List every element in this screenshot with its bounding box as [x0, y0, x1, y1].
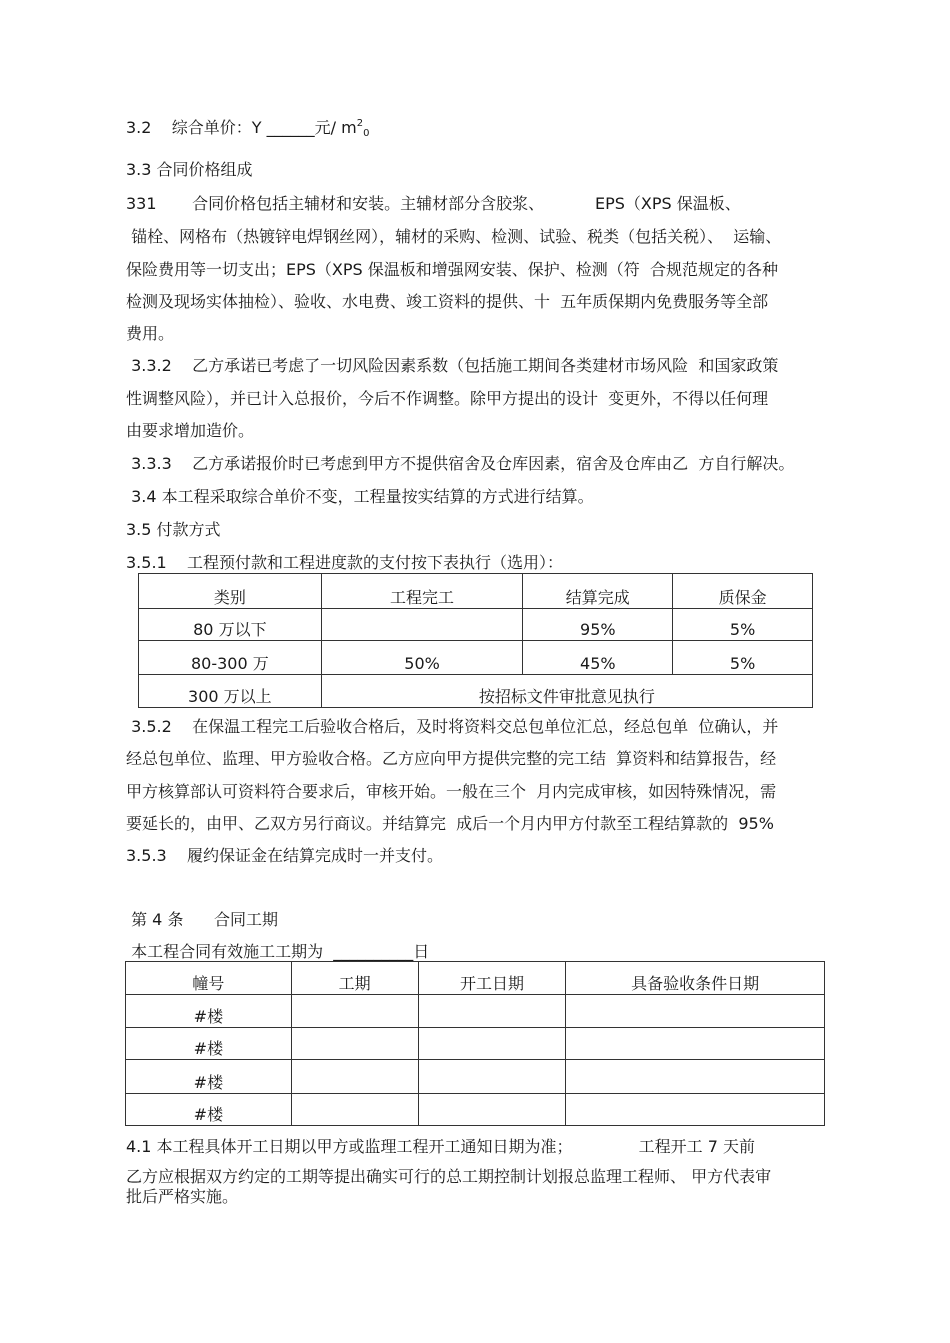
table-row	[126, 1060, 825, 1094]
table-row	[126, 1094, 825, 1126]
para-3-3-1-line4: 检测及现场实体抽检）、验收、水电费、竣工资料的提供、十 五年质保期内免费服务等全部	[126, 292, 769, 311]
table-cell	[566, 1094, 825, 1126]
table-cell	[321, 609, 523, 641]
para-3-3-2-line1: 3.3.2 乙方承诺已考虑了一切风险因素系数（包括施工期间各类建材市场风险 和国家政策	[126, 356, 779, 375]
section-3-5-heading: 3.5 付款方式	[126, 520, 221, 539]
table-row	[126, 1028, 825, 1060]
table-cell: 50%	[321, 641, 523, 675]
table-cell: #楼	[126, 1060, 292, 1094]
para-4-1-line3: 批后严格实施。	[126, 1187, 239, 1206]
payment-table	[138, 573, 813, 708]
table-row	[139, 641, 813, 675]
payment-header-retention: 质保金	[673, 574, 813, 609]
table-cell-merged: 按招标文件审批意见执行	[321, 675, 812, 708]
table-cell	[291, 1094, 418, 1126]
table-cell	[418, 1094, 566, 1126]
para-3-5-1: 3.5.1 工程预付款和工程进度款的支付按下表执行（选用）：	[126, 553, 564, 572]
period-header-start-date: 开工日期	[418, 962, 566, 995]
period-header-acceptance-date: 具备验收条件日期	[566, 962, 825, 995]
table-cell: 45%	[523, 641, 673, 675]
para-3-3-3: 3.3.3 乙方承诺报价时已考虑到甲方不提供宿舍及仓库因素，宿舍及仓库由乙 方自行解决。	[126, 454, 795, 473]
para-3-5-2-line3: 甲方核算部认可资料符合要求后，审核开始。一般在三个 月内完成审核，如因特殊情况，需	[126, 782, 777, 801]
contract-period-line: 本工程合同有效施工工期为 __________日	[126, 942, 430, 961]
para-3-3-2-line3: 由要求增加造价。	[126, 421, 255, 440]
table-cell: #楼	[126, 995, 292, 1028]
period-header-building: 幢号	[126, 962, 292, 995]
para-3-5-2-line4: 要延长的，由甲、乙双方另行商议。并结算完 成后一个月内甲方付款至工程结算款的 95%	[126, 814, 774, 833]
table-cell: 95%	[523, 609, 673, 641]
table-cell: 5%	[673, 609, 813, 641]
table-row	[139, 675, 813, 708]
period-table	[125, 961, 825, 1126]
para-3-3-2-line2: 性调整风险），并已计入总报价，今后不作调整。除甲方提出的设计 变更外，不得以任何理	[126, 389, 769, 408]
table-cell	[566, 1060, 825, 1094]
table-row	[126, 995, 825, 1028]
para-3-5-2-line1: 3.5.2 在保温工程完工后验收合格后，及时将资料交总包单位汇总，经总包单 位确认，并	[126, 717, 779, 736]
para-3-3-1-line2: 锚栓、网格布（热镀锌电焊钢丝网），辅材的采购、检测、试验、税类（包括关税）、 运输、	[126, 227, 782, 246]
table-cell	[291, 995, 418, 1028]
unit-price-superscript: 2	[356, 118, 364, 129]
unit-price-text: 3.2 综合单价：Y ______元/ m	[126, 118, 357, 137]
table-cell	[418, 1060, 566, 1094]
period-header-duration: 工期	[291, 962, 418, 995]
table-cell: #楼	[126, 1094, 292, 1126]
unit-price-subscript: 0	[363, 128, 370, 139]
table-cell	[291, 1060, 418, 1094]
payment-header-completion: 工程完工	[321, 574, 523, 609]
section-3-3-heading: 3.3 合同价格组成	[126, 160, 253, 179]
payment-header-settlement: 结算完成	[523, 574, 673, 609]
table-cell: 300 万以上	[139, 675, 322, 708]
para-3-4: 3.4 本工程采取综合单价不变，工程量按实结算的方式进行结算。	[126, 487, 594, 506]
article-4-heading: 第 4 条 合同工期	[126, 910, 278, 929]
table-cell	[291, 1028, 418, 1060]
payment-header-category: 类别	[139, 574, 322, 609]
table-cell	[418, 995, 566, 1028]
para-3-3-1-line1: 331 合同价格包括主辅材和安装。主辅材部分含胶浆、 EPS（XPS 保温板、	[126, 194, 741, 213]
table-cell: 5%	[673, 641, 813, 675]
section-3-2	[126, 118, 369, 141]
table-cell	[566, 1028, 825, 1060]
table-cell	[566, 995, 825, 1028]
table-cell	[418, 1028, 566, 1060]
table-cell: #楼	[126, 1028, 292, 1060]
para-3-5-2-line2: 经总包单位、监理、甲方验收合格。乙方应向甲方提供完整的完工结 算资料和结算报告，经	[126, 749, 777, 768]
para-3-3-1-line3: 保险费用等一切支出；EPS（XPS 保温板和增强网安装、保护、检测（符 合规范规定的各种	[126, 260, 778, 279]
table-cell: 80 万以下	[139, 609, 322, 641]
para-3-3-1-line5: 费用。	[126, 324, 175, 343]
para-3-5-3: 3.5.3 履约保证金在结算完成时一并支付。	[126, 846, 444, 865]
para-4-1-line1: 4.1 本工程具体开工日期以甲方或监理工程开工通知日期为准； 工程开工 7 天前	[126, 1137, 756, 1156]
table-row	[139, 609, 813, 641]
table-cell: 80-300 万	[139, 641, 322, 675]
para-4-1-line2: 乙方应根据双方约定的工期等提出确实可行的总工期控制计划报总监理工程师、 甲方代表审	[126, 1167, 772, 1186]
